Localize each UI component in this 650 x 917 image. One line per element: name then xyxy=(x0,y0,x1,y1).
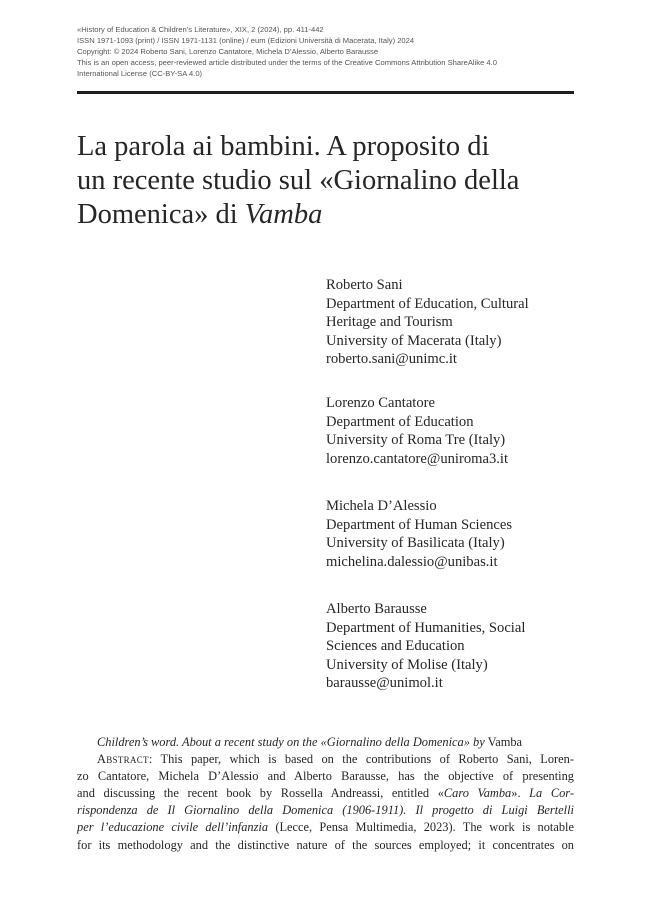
journal-citation: «History of Education & Children’s Literature», XIX, 2 (2024), pp. 411-442 xyxy=(77,25,324,34)
author-block xyxy=(326,394,586,468)
author-email: barausse@unimol.it xyxy=(326,675,443,692)
license-line: This is an open access, peer-reviewed article distributed under the terms of the Creative Commons Attribution ShareAlike 4.0 xyxy=(77,58,497,67)
abstract-line: and discussing the recent book by Rossella Andreassi, entitled «Caro Vamba». La Cor- xyxy=(77,786,575,801)
author-affiliation: University of Basilicata (Italy) xyxy=(326,535,505,552)
author-affiliation: Department of Education, Cultural xyxy=(326,295,529,312)
abstract-line: zo Cantatore, Michela D’Alessio and Alberto Barausse, has the objective of presenting xyxy=(77,769,574,784)
abstract-line: Abstract: This paper, which is based on the contributions of Roberto Sani, Loren- xyxy=(97,752,574,767)
author-affiliation: University of Macerata (Italy) xyxy=(326,332,502,349)
journal-header xyxy=(77,24,577,79)
author-name: Michela D’Alessio xyxy=(326,498,437,514)
title-line-3 xyxy=(77,198,577,232)
article-title xyxy=(77,130,577,232)
author-affiliation: Sciences and Education xyxy=(326,638,465,655)
author-name: Roberto Sani xyxy=(326,277,403,293)
author-affiliation: Department of Humanities, Social xyxy=(326,619,526,636)
author-name: Alberto Barausse xyxy=(326,601,427,617)
journal-issn: ISSN 1971-1093 (print) / ISSN 1971-1131 (online) / eum (Edizioni Università di Macerata, Italy) 2024 xyxy=(77,36,415,45)
author-affiliation: Heritage and Tourism xyxy=(326,314,453,331)
english-title-italic: Children’s word. About a recent study on the «Giornalino della Domenica» by xyxy=(97,735,485,749)
author-email: michelina.dalessio@unibas.it xyxy=(326,553,498,570)
abstract-label: Abstract xyxy=(97,752,149,767)
title-vamba: Vamba xyxy=(244,199,323,230)
author-block xyxy=(326,276,586,369)
author-affiliation: Department of Human Sciences xyxy=(326,516,513,533)
title-line-3-plain: Domenica» di xyxy=(77,199,245,230)
license-line-2: International License (CC-BY-SA 4.0) xyxy=(77,69,203,78)
english-title xyxy=(77,734,574,751)
abstract-section xyxy=(77,734,574,854)
header-rule xyxy=(77,91,574,94)
copyright-line: Copyright: © 2024 Roberto Sani, Lorenzo Cantatore, Michela D’Alessio, Alberto Barausse xyxy=(77,47,379,56)
author-name: Lorenzo Cantatore xyxy=(326,395,435,411)
english-title-vamba: Vamba xyxy=(484,735,523,749)
abstract-line: rispondenza de Il Giornalino della Domenica (1906-1911). Il progetto di Luigi Bertelli xyxy=(77,803,574,818)
title-line-1: La parola ai bambini. A proposito di xyxy=(77,131,490,162)
author-block xyxy=(326,600,586,693)
author-email: roberto.sani@unimc.it xyxy=(326,351,457,368)
author-affiliation: Department of Education xyxy=(326,413,474,430)
abstract-line: per l’educazione civile dell’infanzia (Lecce, Pensa Multimedia, 2023). The work is notable xyxy=(77,820,574,835)
author-affiliation: University of Molise (Italy) xyxy=(326,656,488,673)
author-block xyxy=(326,497,586,571)
abstract-line: for its methodology and the distinctive nature of the sources employed; it concentrates on xyxy=(77,837,574,852)
title-line-2: un recente studio sul «Giornalino della xyxy=(77,165,520,196)
author-affiliation: University of Roma Tre (Italy) xyxy=(326,432,506,449)
author-email: lorenzo.cantatore@uniroma3.it xyxy=(326,450,509,467)
